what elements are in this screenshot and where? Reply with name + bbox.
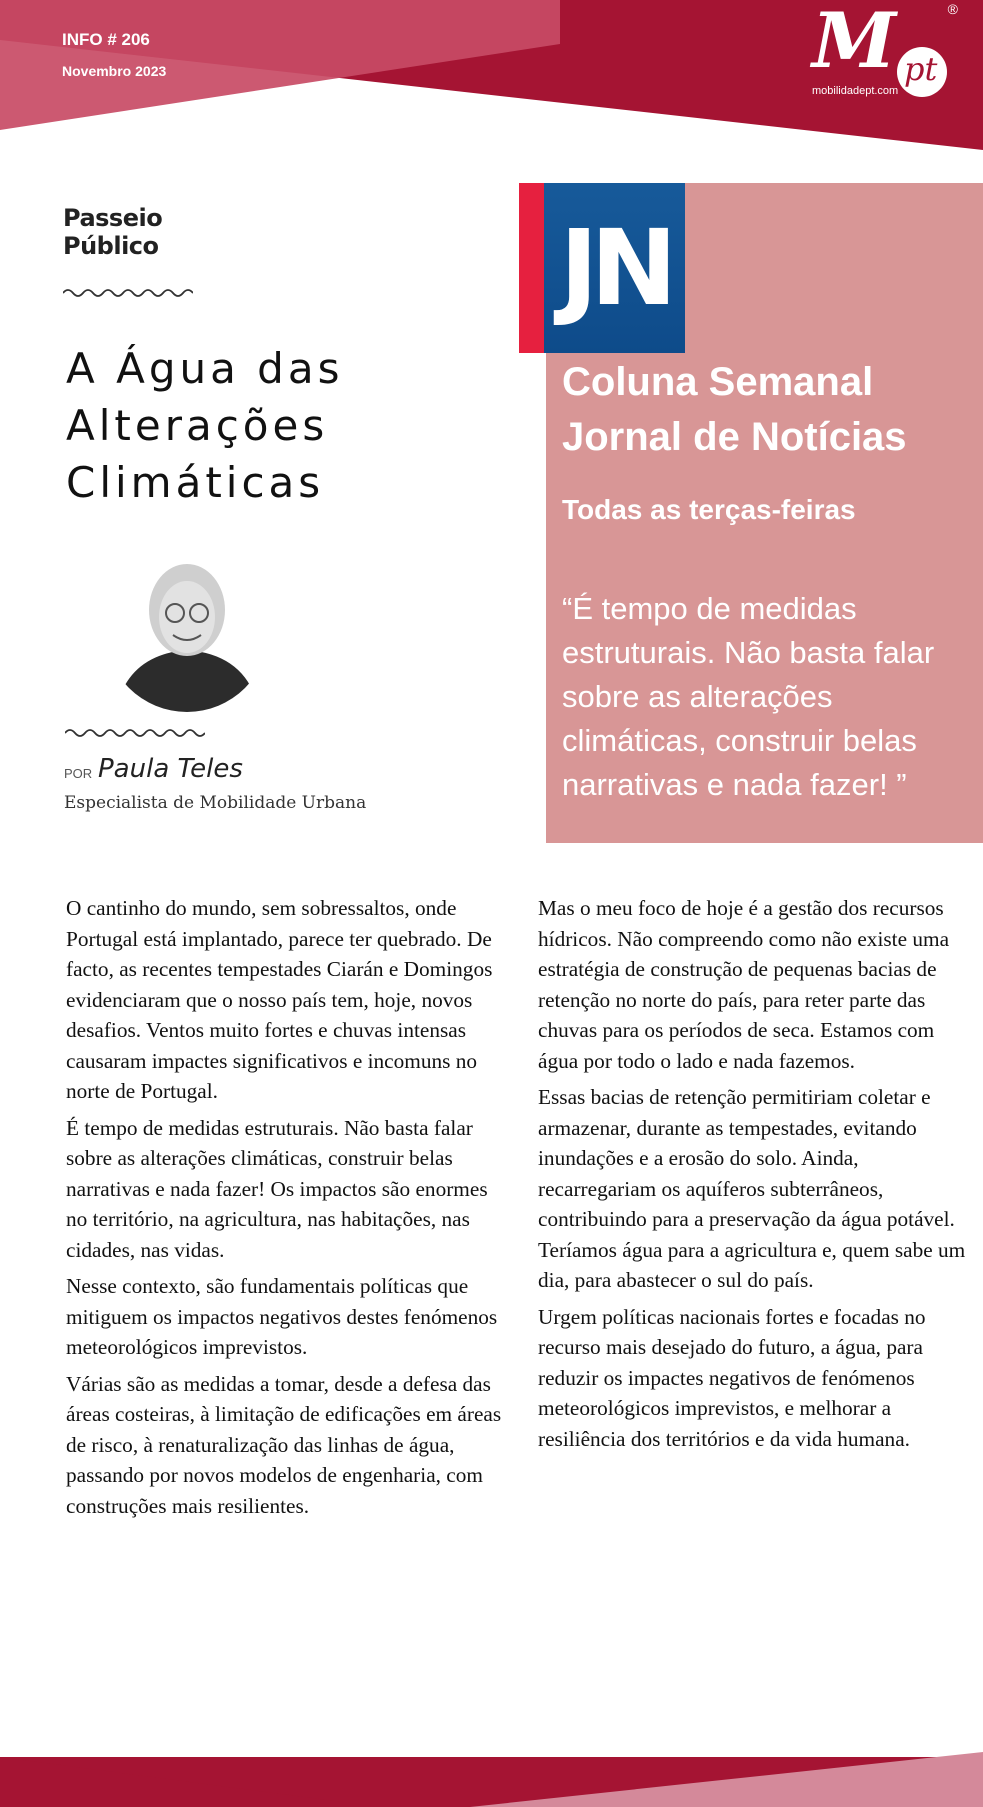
- registered-mark: ®: [947, 1, 958, 17]
- logo-mark: M: [812, 0, 897, 85]
- paragraph: É tempo de medidas estruturais. Não basta falar sobre as alterações climáticas, construir belas narrativas e nada fazer! Os impactos são enormes no território, na agricultura, nas habitações, nas cidades, nas vidas.: [66, 1115, 488, 1262]
- jn-logo: JN: [544, 183, 685, 353]
- jn-red-strip: [519, 183, 545, 353]
- paragraph: Urgem políticas nacionais fortes e focadas no recurso mais desejado do futuro, a água, para reduzir os impactes negativos de fenómenos meteorológicos imprevistos, e melhorar a resiliência dos territórios e da vida humana.: [538, 1304, 926, 1451]
- title-line-3: Climáticas: [66, 458, 325, 507]
- article-column-1: [66, 893, 506, 1527]
- section-line-2: Público: [63, 232, 159, 260]
- author-portrait: [105, 545, 270, 715]
- article-column-2: [538, 893, 970, 1460]
- wavy-divider-top: [63, 286, 193, 300]
- column-schedule: Todas as terças-feiras: [562, 494, 856, 525]
- title-line-1: A Água das: [66, 344, 344, 393]
- wavy-divider-bottom: [65, 726, 205, 740]
- paragraph: Várias são as medidas a tomar, desde a defesa das áreas costeiras, à limitação de edificações em áreas de risco, à renaturalização das linhas de água, passando por novos modelos de engenharia, com construções mais resilientes.: [66, 1371, 502, 1518]
- paragraph: Mas o meu foco de hoje é a gestão dos recursos hídricos. Não compreendo como não existe uma estratégia de construção de pequenas bacias de retenção no norte do país, para reter parte das chuvas para os períodos de seca. Estamos com água por todo o lado e nada fazemos.: [538, 896, 950, 1073]
- paragraph: O cantinho do mundo, sem sobressaltos, onde Portugal está implantado, parece ter quebrado. De facto, as recentes tempestades Ciarán e Domingos evidenciaram que o nosso país tem, hoje, novos desafios. Ventos muito fortes e chuvas intensas causaram impactes significativos e incomuns no norte de Portugal.: [66, 896, 493, 1103]
- logo-sub: pt: [904, 50, 938, 88]
- paragraph: Essas bacias de retenção permitiriam coletar e armazenar, durante as tempestades, evitando inundações e a erosão do solo. Ainda, recarregariam os aquíferos subterrâneos, contribuindo para a preservação da água potável. Teríamos água para a agricultura e, quem sabe um dia, para abastecer o sul do país.: [538, 1085, 966, 1292]
- issue-number: INFO # 206: [62, 30, 150, 49]
- author-role: Especialista de Mobilidade Urbana: [64, 793, 367, 813]
- pull-quote: “É tempo de medidas estruturais. Não basta falar sobre as alterações climáticas, construir belas narrativas e nada fazer! ”: [562, 591, 935, 802]
- author-name: Paula Teles: [98, 754, 243, 784]
- by-label: POR: [64, 766, 93, 781]
- section-name: [63, 204, 162, 260]
- section-line-1: Passeio: [63, 204, 163, 232]
- title-line-2: Alterações: [66, 401, 329, 450]
- issue-date: Novembro 2023: [62, 63, 167, 79]
- column-title: Coluna Semanal Jornal de Notícias: [562, 360, 907, 459]
- article-title: [66, 340, 486, 511]
- paragraph: Nesse contexto, são fundamentais políticas que mitiguem os impactos negativos destes fenómenos meteorológicos imprevistos.: [66, 1274, 498, 1359]
- logo-website: mobilidadept.com: [812, 85, 899, 97]
